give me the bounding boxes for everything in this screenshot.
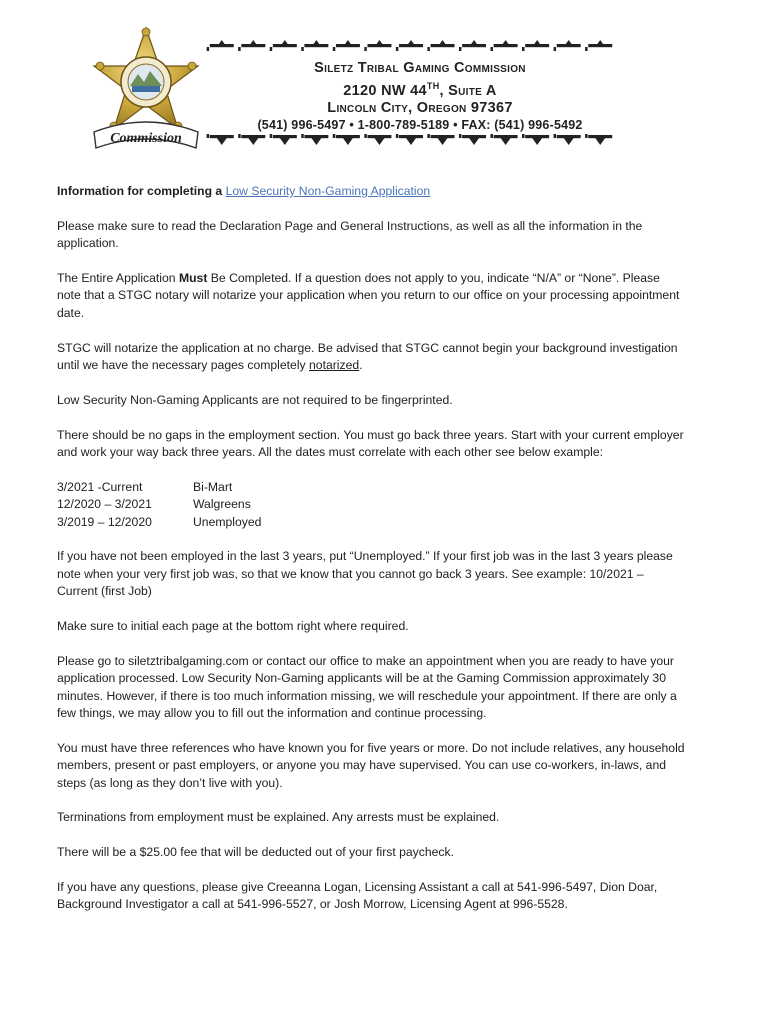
pattern-dot (238, 47, 241, 51)
pattern-dot (333, 47, 336, 51)
pattern-segment (557, 135, 581, 138)
pattern-triangle (217, 40, 227, 47)
pattern-triangle (532, 138, 542, 145)
pattern-dot (585, 134, 588, 138)
pattern-dot (459, 134, 462, 138)
employment-employer: Bi-Mart (193, 479, 233, 494)
declaration-paragraph: Please make sure to read the Declaration Page and General Instructions, as well as all the information in the application. (57, 218, 643, 251)
employment-employer: Walgreens (193, 497, 251, 512)
pattern-triangle (248, 138, 258, 145)
pattern-dot (396, 134, 399, 138)
pattern-dot (207, 134, 210, 138)
pattern-triangle (343, 138, 353, 145)
pattern-segment (494, 135, 518, 138)
pattern-dot (490, 134, 493, 138)
pattern-triangle (469, 138, 479, 145)
pattern-dot (490, 47, 493, 51)
pattern-triangle (311, 40, 321, 47)
pattern-triangle (280, 40, 290, 47)
pattern-segment (525, 135, 549, 138)
pattern-dot (554, 47, 557, 51)
pattern-triangle (438, 138, 448, 145)
pattern-triangle (374, 138, 384, 145)
employment-dates: 3/2021 -Current (57, 479, 143, 494)
pattern-dot (270, 47, 273, 51)
employment-dates: 12/2020 – 3/2021 (57, 497, 152, 512)
pattern-dot (427, 47, 430, 51)
top-pattern-border (206, 38, 616, 52)
pattern-dot (301, 134, 304, 138)
commission-name: Siletz Tribal Gaming Commission (314, 60, 526, 76)
pattern-triangle (217, 138, 227, 145)
pattern-segment (588, 135, 612, 138)
street-address: 2120 NW 44TH, Suite A (343, 80, 497, 99)
pattern-segment (273, 135, 297, 138)
pattern-dot (396, 47, 399, 51)
pattern-dot (238, 134, 241, 138)
pattern-segment (399, 135, 423, 138)
pattern-triangle (406, 138, 416, 145)
application-link[interactable]: Low Security Non-Gaming Application (225, 184, 431, 198)
initial-paragraph: Make sure to initial each page at the bottom right where required. (57, 619, 409, 634)
pattern-triangle (501, 138, 511, 145)
pattern-segment (367, 135, 391, 138)
pattern-triangle (595, 40, 605, 47)
letterhead (200, 60, 640, 135)
contact-numbers: (541) 996-5497 • 1-800-789-5189 • FAX: (541) 996-5492 (257, 118, 583, 133)
pattern-triangle (311, 138, 321, 145)
pattern-dot (554, 134, 557, 138)
employment-dates: 3/2019 – 12/2020 (57, 514, 152, 529)
pattern-triangle (343, 40, 353, 47)
pattern-triangle (564, 40, 574, 47)
city-state-zip: Lincoln City, Oregon 97367 (327, 99, 513, 116)
pattern-segment (462, 135, 486, 138)
pattern-dot (585, 47, 588, 51)
pattern-dot (522, 47, 525, 51)
pattern-segment (431, 135, 455, 138)
pattern-segment (210, 135, 234, 138)
pattern-triangle (248, 40, 258, 47)
intro-heading: Information for completing a Low Security Non-Gaming Application (57, 184, 431, 198)
fee-paragraph: There will be a $25.00 fee that will be deducted out of your first paycheck. (57, 845, 454, 860)
employment-row (57, 496, 261, 513)
references-paragraph: You must have three references who have known you for five years or more. Do not include relatives, any household members, present or past employers, or anyone you may have supervised. You can use co-workers, in-laws, and steps (as long as they don’t live with you). (57, 740, 685, 790)
employment-row (57, 514, 261, 531)
bottom-pattern-border (206, 133, 616, 147)
pattern-dot (333, 134, 336, 138)
pattern-dot (427, 134, 430, 138)
employment-paragraph: There should be no gaps in the employment section. You must go back three years. Start with your current employer and work your way back three years. All the dates must correlate with each other see below example: (57, 427, 684, 460)
pattern-triangle (406, 40, 416, 47)
pattern-triangle (438, 40, 448, 47)
fingerprint-paragraph: Low Security Non-Gaming Applicants are not required to be fingerprinted. (57, 392, 453, 407)
commission-badge-icon (92, 26, 200, 154)
pattern-triangle (280, 138, 290, 145)
pattern-triangle (374, 40, 384, 47)
pattern-dot (270, 134, 273, 138)
pattern-segment (336, 135, 360, 138)
appointment-paragraph: Please go to siletztribalgaming.com or contact our office to make an appointment when you are ready to have your application processed. Low Security Non-Gaming applicants will be at the Gaming Commission approximately 30 minutes. However, if there is too much information missing, we will reschedule your appointment. If there are only a few things, we may allow you to fill out the information and continue processing. (57, 653, 677, 721)
employment-example-table (57, 479, 261, 531)
pattern-triangle (469, 40, 479, 47)
pattern-segment (304, 135, 328, 138)
pattern-dot (301, 47, 304, 51)
pattern-triangle (532, 40, 542, 47)
employment-row (57, 479, 261, 496)
badge-ribbon-text: Commission (110, 131, 182, 146)
terminations-paragraph: Terminations from employment must be explained. Any arrests must be explained. (57, 810, 500, 825)
pattern-triangle (564, 138, 574, 145)
questions-paragraph: If you have any questions, please give Creeanna Logan, Licensing Assistant a call at 541-996-5497, Dion Doar, Background Investigator a call at 541-996-5527, or Josh Morrow, Licensing Agent at 996-5528. (57, 880, 658, 912)
pattern-triangle (595, 138, 605, 145)
complete-paragraph: The Entire Application Must Be Completed. If a question does not apply to you, indicate “N/A” or “None”. Please note that a STGC notary will notarize your application when you return to our office on your processing appointment date. (57, 271, 680, 320)
pattern-dot (207, 47, 210, 51)
employment-employer: Unemployed (193, 514, 262, 529)
instructions-body (57, 183, 687, 931)
pattern-segment (241, 135, 265, 138)
unemployed-paragraph: If you have not been employed in the last 3 years, put “Unemployed.” If your first job was in the last 3 years please note when your very first job was, so that we know that you cannot go back 3 years. See example: 10/2021 – Current (first Job) (57, 549, 673, 599)
pattern-dot (522, 134, 525, 138)
pattern-triangle (501, 40, 511, 47)
pattern-dot (364, 47, 367, 51)
pattern-dot (459, 47, 462, 51)
pattern-dot (364, 134, 367, 138)
notarize-paragraph: STGC will notarize the application at no charge. Be advised that STGC cannot begin your background investigation until we have the necessary pages completely notarized. (57, 340, 678, 373)
